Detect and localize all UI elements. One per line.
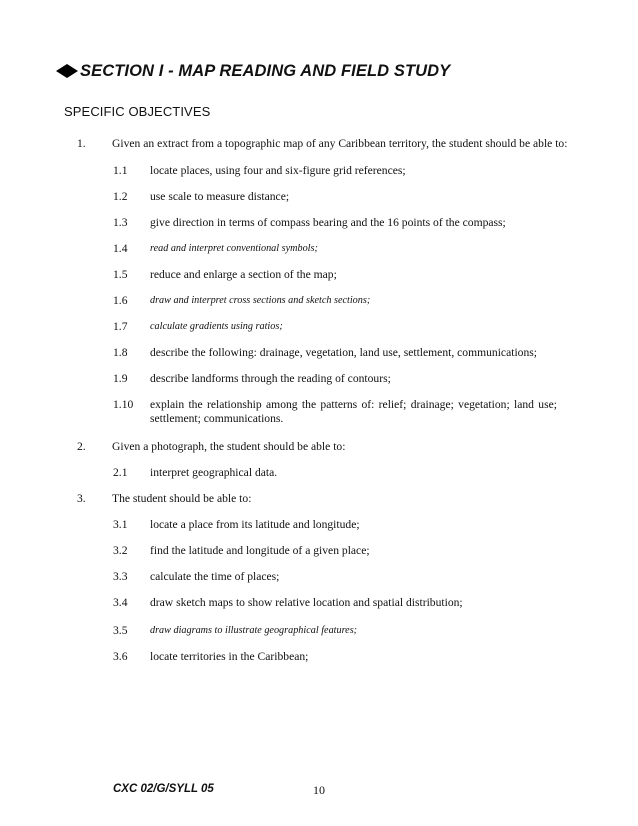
item-number: 3.2 [113,544,128,557]
item-text: use scale to measure distance; [150,190,290,203]
section-title: SECTION I - MAP READING AND FIELD STUDY [80,61,451,80]
objective-number: 3. [77,492,86,505]
item-text: calculate the time of places; [150,570,280,583]
item-text: interpret geographical data. [150,466,278,479]
item-text: draw and interpret cross sections and sketch sections; [150,295,371,306]
item-text: describe landforms through the reading of contours; [150,372,391,385]
item-number: 3.1 [113,518,128,531]
item-text [150,398,557,426]
item-text: locate territories in the Caribbean; [150,650,309,663]
item-number: 3.4 [113,596,128,609]
item-text: locate places, using four and six-figure grid references; [150,164,406,177]
item-number: 1.7 [113,320,128,333]
objective-text: Given a photograph, the student should be able to: [112,440,346,453]
item-number: 1.1 [113,164,128,177]
item-text: locate a place from its latitude and longitude; [150,518,360,531]
item-text-line: settlement; communications. [150,412,284,425]
item-number: 3.5 [113,624,128,637]
item-number: 1.9 [113,372,128,385]
item-text: reduce and enlarge a section of the map; [150,268,337,281]
objectives-heading: SPECIFIC OBJECTIVES [64,104,211,119]
item-number: 3.3 [113,570,128,583]
item-number: 1.6 [113,294,128,307]
item-number: 1.8 [113,346,128,359]
objective-text: The student should be able to: [112,492,252,505]
footer-code: CXC 02/G/SYLL 05 [113,783,214,795]
objective-number: 1. [77,137,86,150]
item-number: 1.2 [113,190,128,203]
item-text: read and interpret conventional symbols; [150,243,318,254]
item-number: 1.4 [113,242,128,255]
item-number: 3.6 [113,650,128,663]
item-text: calculate gradients using ratios; [150,321,283,332]
item-text-line: explain the relationship among the patterns of: relief; drainage; vegetation; land use; [150,398,557,411]
objective-number: 2. [77,440,86,453]
section-heading [56,60,450,82]
item-text: give direction in terms of compass bearing and the 16 points of the compass; [150,216,506,229]
item-text: find the latitude and longitude of a given place; [150,544,370,557]
item-text: draw diagrams to illustrate geographical features; [150,625,358,636]
item-number: 1.5 [113,268,128,281]
item-number: 1.3 [113,216,128,229]
item-text: describe the following: drainage, vegetation, land use, settlement, communications; [150,346,537,359]
objective-text: Given an extract from a topographic map of any Caribbean territory, the student should be able to: [112,137,568,150]
diamond-arrow-icon [56,64,78,78]
item-number: 1.10 [113,398,134,411]
item-text: draw sketch maps to show relative location and spatial distribution; [150,596,463,609]
item-number: 2.1 [113,466,128,479]
page-number: 10 [313,783,325,797]
